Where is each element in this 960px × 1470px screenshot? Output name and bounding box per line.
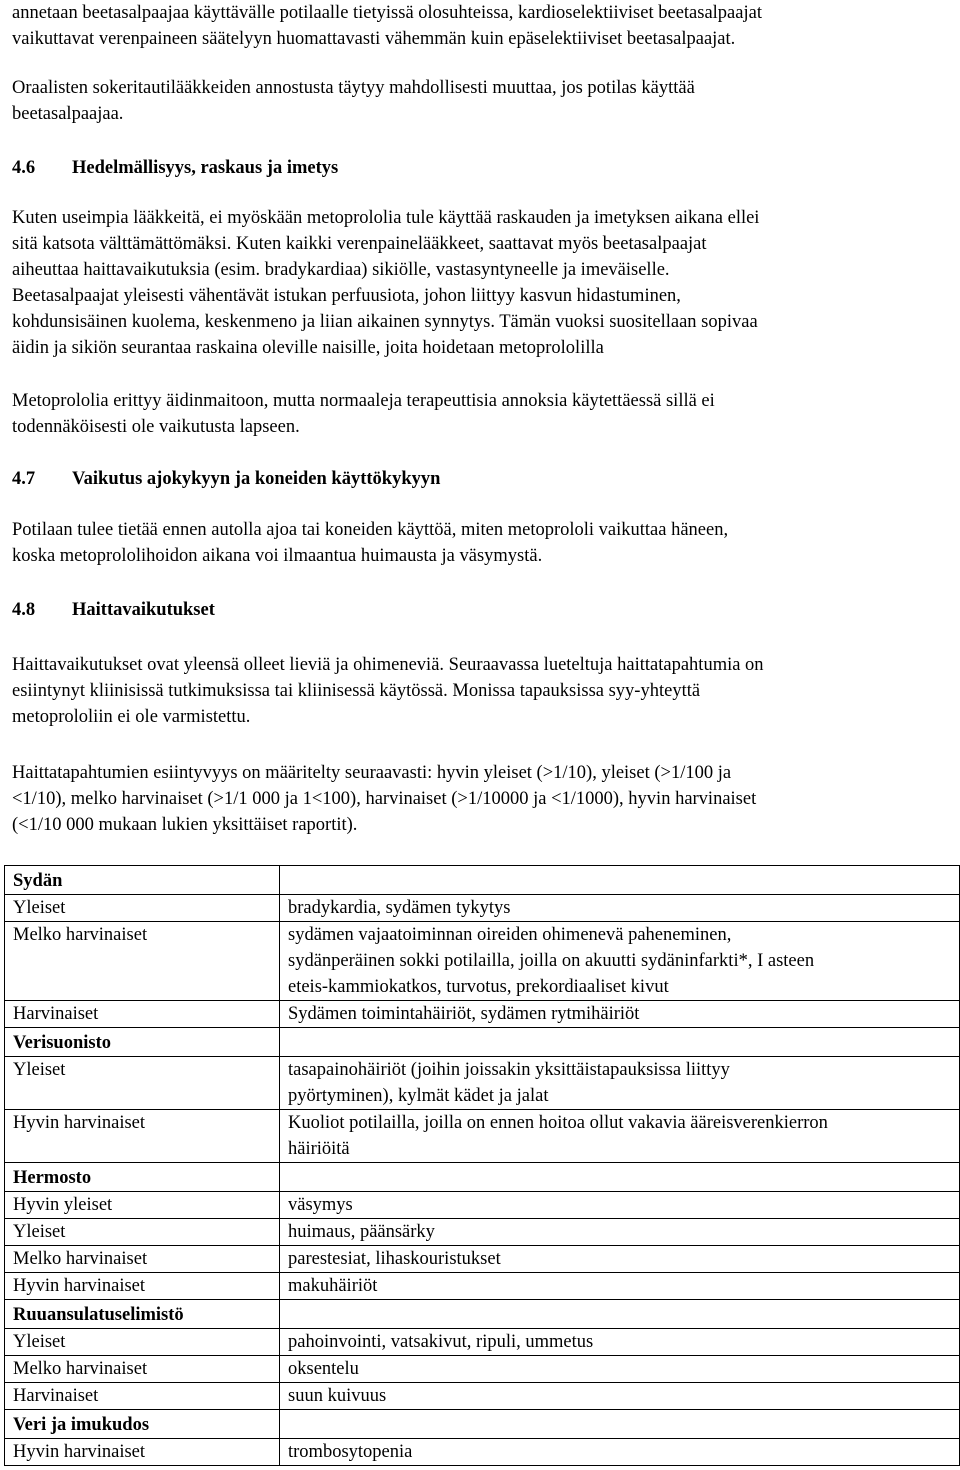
effect-line: sydänperäinen sokki potilailla, joilla on akuutti sydäninfarkti*, I asteen — [288, 951, 815, 971]
frequency-cell: Hyvin harvinaiset — [5, 1273, 280, 1300]
adverse-effects-table-body — [5, 866, 960, 1466]
effect-line: tasapainohäiriöt (joihin joissakin yksittäistapauksissa liittyy — [288, 1060, 730, 1080]
table-section-header-row — [5, 1300, 960, 1329]
paragraph-driving — [12, 517, 948, 569]
text-line: Kuten useimpia lääkkeitä, ei myöskään metoprololia tule käyttää raskauden ja imetyksen aikana ellei — [12, 208, 760, 228]
frequency-cell: Yleiset — [5, 895, 280, 922]
organ-class-heading: Ruuansulatuselimistö — [5, 1300, 280, 1329]
section-number: 4.7 — [12, 469, 36, 489]
table-section-header-row — [5, 1028, 960, 1057]
effect-cell — [280, 1192, 960, 1219]
organ-class-heading: Veri ja imukudos — [5, 1410, 280, 1439]
effect-line: trombosytopenia — [288, 1442, 413, 1462]
table-row — [5, 1246, 960, 1273]
table-row — [5, 1439, 960, 1466]
text-line: aiheuttaa haittavaikutuksia (esim. bradykardiaa) sikiölle, vastasyntyneelle ja imeväiselle. — [12, 260, 670, 280]
text-line: <1/10), melko harvinaiset (>1/1 000 ja 1<100), harvinaiset (>1/10000 ja <1/1000), hyvin harvinaiset — [12, 789, 757, 809]
section-title: Vaikutus ajokykyyn ja koneiden käyttökykyyn — [72, 469, 441, 489]
text-line: Metoprololia erittyy äidinmaitoon, mutta normaaleja terapeuttisia annoksia käytettäessä sillä ei — [12, 391, 715, 411]
organ-class-heading-spacer — [280, 1410, 960, 1439]
organ-class-heading: Verisuonisto — [5, 1028, 280, 1057]
effect-line: Kuoliot potilailla, joilla on ennen hoitoa ollut vakavia ääreisverenkierron — [288, 1113, 828, 1133]
frequency-cell: Hyvin harvinaiset — [5, 1439, 280, 1466]
frequency-cell: Harvinaiset — [5, 1383, 280, 1410]
section-heading-4-7 — [12, 466, 440, 492]
table-row — [5, 1192, 960, 1219]
effect-line: pyörtyminen), kylmät kädet ja jalat — [288, 1086, 549, 1106]
table-row — [5, 1001, 960, 1028]
text-line: kohdunsisäinen kuolema, keskenmeno ja liian aikainen synnytys. Tämän vuoksi suositellaan sopivaa — [12, 312, 758, 332]
organ-class-heading-spacer — [280, 866, 960, 895]
effect-cell — [280, 1001, 960, 1028]
organ-class-heading: Hermosto — [5, 1163, 280, 1192]
table-row — [5, 1329, 960, 1356]
text-line: koska metoprololihoidon aikana voi ilmaantua huimausta ja väsymystä. — [12, 546, 543, 566]
effect-cell — [280, 1110, 960, 1163]
frequency-cell: Harvinaiset — [5, 1001, 280, 1028]
section-number: 4.8 — [12, 600, 36, 620]
table-row — [5, 1356, 960, 1383]
section-number: 4.6 — [12, 158, 36, 178]
table-row — [5, 1273, 960, 1300]
paragraph-diabetes — [12, 75, 948, 127]
effect-cell — [280, 1329, 960, 1356]
table-row — [5, 1219, 960, 1246]
effect-cell — [280, 1057, 960, 1110]
organ-class-heading: Sydän — [5, 866, 280, 895]
table-section-header-row — [5, 866, 960, 895]
effect-line: sydämen vajaatoiminnan oireiden ohimenevä paheneminen, — [288, 925, 732, 945]
table-row — [5, 1057, 960, 1110]
effect-line: väsymys — [288, 1195, 353, 1215]
effect-line: bradykardia, sydämen tykytys — [288, 898, 511, 918]
section-heading-4-8 — [12, 597, 215, 623]
effect-cell — [280, 1219, 960, 1246]
paragraph-pregnancy — [12, 205, 948, 361]
effect-line: huimaus, päänsärky — [288, 1222, 435, 1242]
organ-class-heading-spacer — [280, 1028, 960, 1057]
section-title: Haittavaikutukset — [72, 600, 215, 620]
effect-cell — [280, 895, 960, 922]
section-heading-4-6 — [12, 155, 338, 181]
text-line: todennäköisesti ole vaikutusta lapseen. — [12, 417, 300, 437]
frequency-cell: Hyvin yleiset — [5, 1192, 280, 1219]
paragraph-intro — [12, 0, 948, 52]
effect-line: Sydämen toimintahäiriöt, sydämen rytmihäiriöt — [288, 1004, 640, 1024]
organ-class-heading-spacer — [280, 1300, 960, 1329]
text-line: esiintynyt kliinisissä tutkimuksissa tai kliinisessä käytössä. Monissa tapauksissa syy-yhteyttä — [12, 681, 701, 701]
adverse-effects-table — [4, 865, 960, 1466]
table-row — [5, 1110, 960, 1163]
effect-cell — [280, 1383, 960, 1410]
effect-cell — [280, 1246, 960, 1273]
effect-line: eteis-kammiokatkos, turvotus, prekordiaaliset kivut — [288, 977, 669, 997]
frequency-cell: Hyvin harvinaiset — [5, 1110, 280, 1163]
effect-cell — [280, 1439, 960, 1466]
frequency-cell: Yleiset — [5, 1219, 280, 1246]
text-line: (<1/10 000 mukaan lukien yksittäiset raportit). — [12, 815, 358, 835]
text-line: Haittavaikutukset ovat yleensä olleet lieviä ja ohimeneviä. Seuraavassa lueteltuja haittatapahtumia on — [12, 655, 764, 675]
paragraph-breastfeeding — [12, 388, 948, 440]
effect-line: oksentelu — [288, 1359, 359, 1379]
paragraph-frequency-definitions — [12, 760, 948, 838]
text-line: Beetasalpaajat yleisesti vähentävät istukan perfuusiota, johon liittyy kasvun hidastuminen, — [12, 286, 681, 306]
text-line: metoprololiin ei ole varmistettu. — [12, 707, 251, 727]
text-line: Potilaan tulee tietää ennen autolla ajoa tai koneiden käyttöä, miten metoprololi vaikuttaa häneen, — [12, 520, 729, 540]
text-line: Oraalisten sokeritautilääkkeiden annostusta täytyy mahdollisesti muuttaa, jos potilas käyttää — [12, 78, 695, 98]
effect-cell — [280, 922, 960, 1001]
effect-line: parestesiat, lihaskouristukset — [288, 1249, 501, 1269]
effect-line: makuhäiriöt — [288, 1276, 378, 1296]
effect-line: suun kuivuus — [288, 1386, 387, 1406]
effect-line: pahoinvointi, vatsakivut, ripuli, ummetus — [288, 1332, 594, 1352]
text-line: sitä katsota välttämättömäksi. Kuten kaikki verenpainelääkkeet, saattavat myös beetasalpaajat — [12, 234, 707, 254]
paragraph-adverse-effects — [12, 652, 948, 730]
text-line: annetaan beetasalpaajaa käyttävälle potilaalle tietyissä olosuhteissa, kardioselektiiviset beetasalpaajat — [12, 3, 762, 23]
effect-cell — [280, 1356, 960, 1383]
frequency-cell: Melko harvinaiset — [5, 922, 280, 1001]
frequency-cell: Melko harvinaiset — [5, 1246, 280, 1273]
effect-line: häiriöitä — [288, 1139, 350, 1159]
effect-cell — [280, 1273, 960, 1300]
frequency-cell: Melko harvinaiset — [5, 1356, 280, 1383]
table-row — [5, 895, 960, 922]
frequency-cell: Yleiset — [5, 1057, 280, 1110]
section-title: Hedelmällisyys, raskaus ja imetys — [72, 158, 339, 178]
text-line: vaikuttavat verenpaineen säätelyyn huomattavasti vähemmän kuin epäselektiiviset beetasalpaajat. — [12, 29, 736, 49]
table-row — [5, 922, 960, 1001]
text-line: äidin ja sikiön seurantaa raskaina oleville naisille, joita hoidetaan metoprololilla — [12, 338, 604, 358]
table-section-header-row — [5, 1410, 960, 1439]
table-section-header-row — [5, 1163, 960, 1192]
text-line: Haittatapahtumien esiintyvyys on määritelty seuraavasti: hyvin yleiset (>1/10), yleiset (>1/100 ja — [12, 763, 732, 783]
text-line: beetasalpaajaa. — [12, 104, 124, 124]
frequency-cell: Yleiset — [5, 1329, 280, 1356]
organ-class-heading-spacer — [280, 1163, 960, 1192]
table-row — [5, 1383, 960, 1410]
